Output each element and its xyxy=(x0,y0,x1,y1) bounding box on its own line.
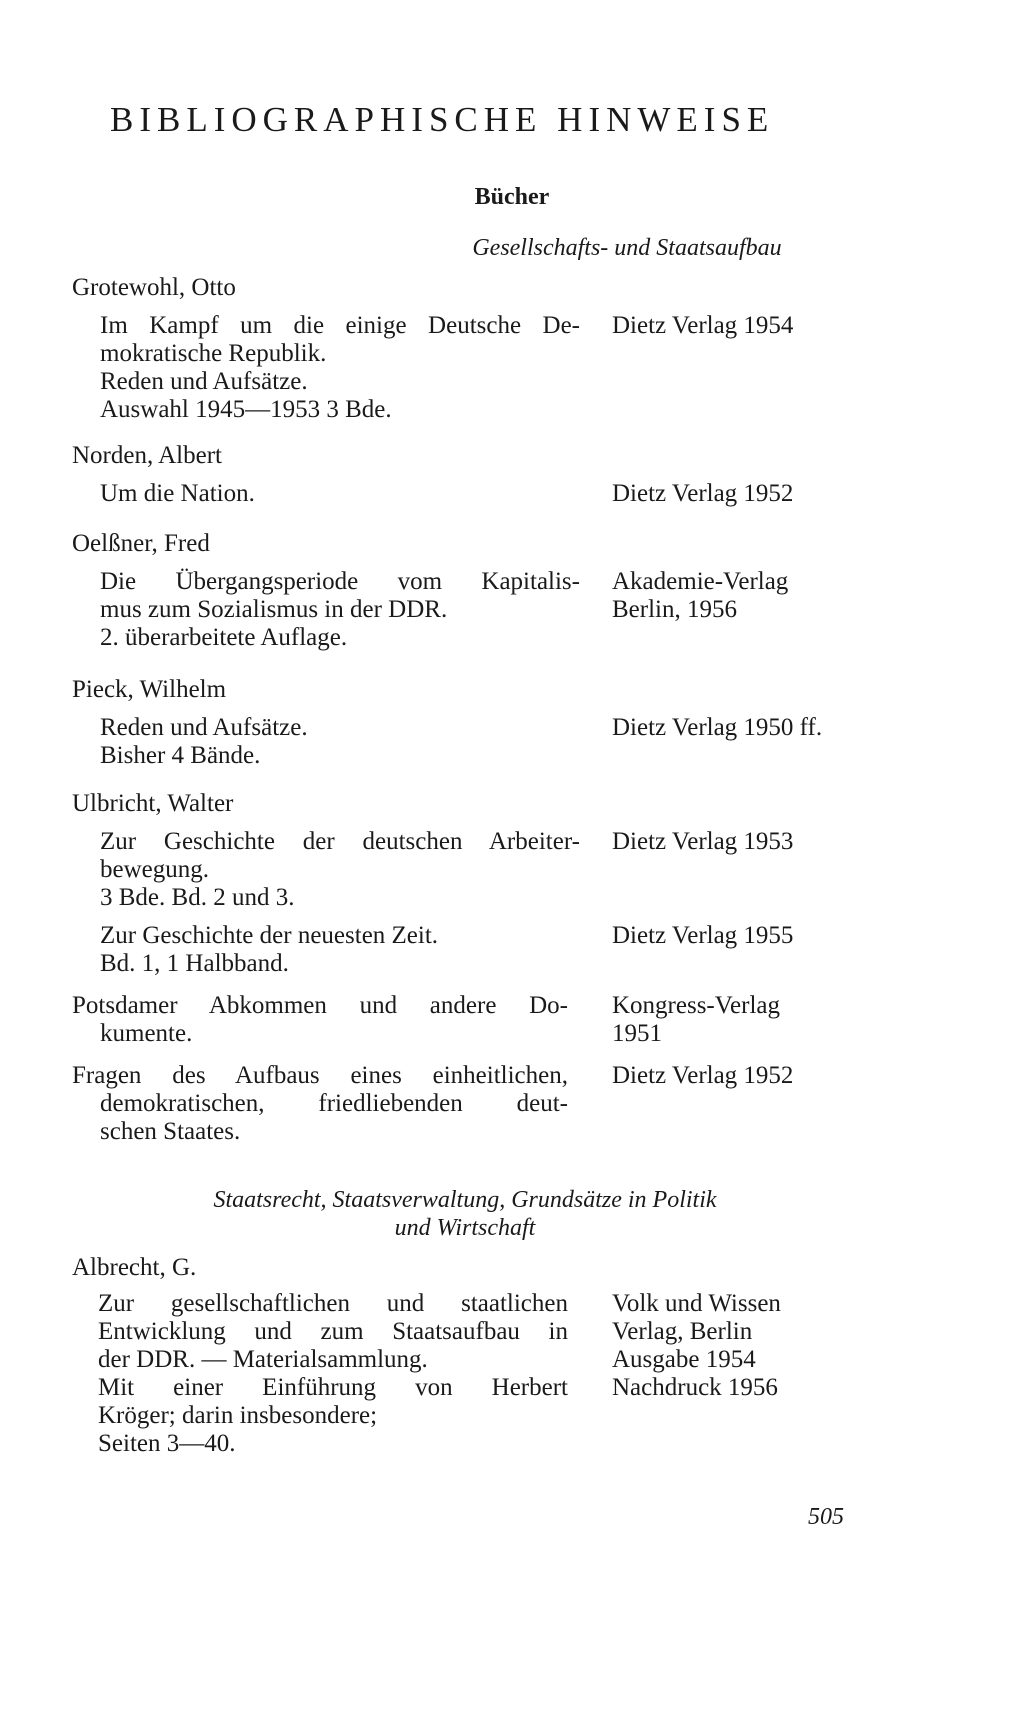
entry-title-line: mokratische Republik. xyxy=(100,340,327,367)
entry-title xyxy=(100,568,580,652)
entry-title-line: kumente. xyxy=(100,1020,193,1047)
entry-title-line: Um die Nation. xyxy=(100,480,255,507)
entry-title-line: Kröger; darin insbesondere; xyxy=(98,1402,378,1429)
entry-title-line: der DDR. — Materialsammlung. xyxy=(98,1346,428,1373)
entry-title-line: Zur gesellschaftlichen und staatlichen xyxy=(98,1290,568,1317)
entry-publisher xyxy=(612,568,788,624)
publisher-line: Dietz Verlag 1952 xyxy=(612,1062,794,1089)
publisher-line: Verlag, Berlin xyxy=(612,1318,753,1345)
publisher-line: Dietz Verlag 1953 xyxy=(612,828,794,855)
subsection-heading-line: und Wirtschaft xyxy=(394,1215,536,1241)
entry-title-line: Fragen des Aufbaus eines einheitlichen, xyxy=(72,1062,568,1089)
entry-title-line: Mit einer Einführung von Herbert xyxy=(98,1374,568,1401)
entry-title xyxy=(100,480,580,508)
publisher-line: Nachdruck 1956 xyxy=(612,1374,778,1401)
publisher-line: 1951 xyxy=(612,1020,662,1047)
entry-title-line: Bd. 1, 1 Halbband. xyxy=(100,950,289,977)
publisher-line: Ausgabe 1954 xyxy=(612,1346,756,1373)
entry-title-line: Bisher 4 Bände. xyxy=(100,742,261,769)
entry-title-line: demokratischen, friedliebenden deut- xyxy=(100,1090,568,1117)
entry-title-line: Die Übergangsperiode vom Kapitalis- xyxy=(100,568,580,595)
entry-author: Oelßner, Fred xyxy=(72,530,210,557)
page-number: 505 xyxy=(808,1504,844,1530)
entry-title xyxy=(100,828,580,912)
entry-publisher xyxy=(612,1290,781,1402)
entry-author: Norden, Albert xyxy=(72,442,222,469)
entry-title-line: Zur Geschichte der neuesten Zeit. xyxy=(100,922,439,949)
publisher-line: Dietz Verlag 1950 ff. xyxy=(612,714,823,741)
entry-author: Grotewohl, Otto xyxy=(72,274,236,301)
entry-publisher xyxy=(612,992,780,1048)
entry-title-line: 2. überarbeitete Auflage. xyxy=(100,624,348,651)
entry-title xyxy=(72,1062,568,1146)
entry-title-line: Entwicklung und zum Staatsaufbau in xyxy=(98,1318,568,1345)
subsection-heading-line: Staatsrecht, Staatsverwaltung, Grundsätze in Politik xyxy=(213,1187,717,1213)
publisher-line: Dietz Verlag 1952 xyxy=(612,480,794,507)
page-title: BIBLIOGRAPHISCHE HINWEISE xyxy=(110,100,775,139)
entry-title-line: 3 Bde. Bd. 2 und 3. xyxy=(100,884,295,911)
entry-publisher xyxy=(612,312,793,340)
entry-title-line: Zur Geschichte der deutschen Arbeiter- xyxy=(100,828,580,855)
entry-author: Ulbricht, Walter xyxy=(72,790,234,817)
entry-publisher xyxy=(612,480,793,508)
publisher-line: Dietz Verlag 1955 xyxy=(612,922,794,949)
entry-author: Albrecht, G. xyxy=(72,1254,197,1281)
publisher-line: Akademie-Verlag xyxy=(612,568,789,595)
entry-publisher xyxy=(612,714,822,742)
subsection-heading-2 xyxy=(100,1186,830,1242)
publisher-line: Berlin, 1956 xyxy=(612,596,737,623)
entry-publisher xyxy=(612,828,793,856)
entry-title-line: Im Kampf um die einige Deutsche De- xyxy=(100,312,580,339)
entry-title-line: bewegung. xyxy=(100,856,209,883)
entry-title xyxy=(98,1290,568,1458)
entry-publisher xyxy=(612,1062,793,1090)
publisher-line: Volk und Wissen xyxy=(612,1290,781,1317)
entry-title-line: schen Staates. xyxy=(100,1118,241,1145)
section-heading: Bücher xyxy=(474,184,550,210)
entry-title-line: Seiten 3—40. xyxy=(98,1430,236,1457)
entry-publisher xyxy=(612,922,793,950)
entry-title xyxy=(100,312,580,424)
entry-title-line: Reden und Aufsätze. xyxy=(100,368,308,395)
entry-title-line: Potsdamer Abkommen und andere Do- xyxy=(72,992,568,1019)
entry-title xyxy=(72,992,568,1048)
entry-title-line: Auswahl 1945—1953 3 Bde. xyxy=(100,396,392,423)
subsection-heading-1: Gesellschafts- und Staatsaufbau xyxy=(472,235,782,261)
publisher-line: Dietz Verlag 1954 xyxy=(612,312,794,339)
publisher-line: Kongress-Verlag xyxy=(612,992,781,1019)
entry-title xyxy=(100,714,580,770)
entry-author: Pieck, Wilhelm xyxy=(72,676,227,703)
entry-title-line: Reden und Aufsätze. xyxy=(100,714,308,741)
entry-title-line: mus zum Sozialismus in der DDR. xyxy=(100,596,448,623)
entry-title xyxy=(100,922,580,978)
